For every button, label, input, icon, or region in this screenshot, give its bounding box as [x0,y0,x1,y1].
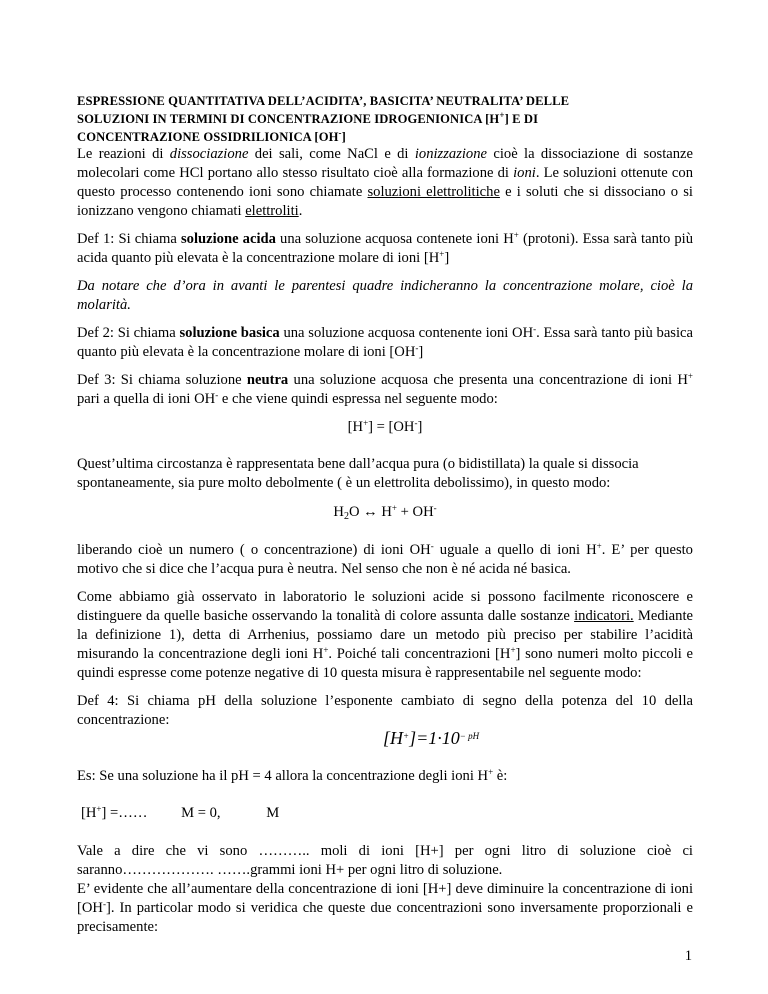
page-number: 1 [684,948,692,964]
document-title: ESPRESSIONE QUANTITATIVA DELL’ACIDITA’, BASICITA’ NEUTRALITA’ DELLE SOLUZIONI IN TERMINI DI CONCENTRAZIONE IDROGENIONICA [H+] E DI CONCENTRAZIONE OSSIDRILIONICA [OH-] [77,94,570,144]
definition-3: Def 3: Si chiama soluzione neutra una soluzione acquosa che presenta una concentrazione di ioni H+ pari a quella di ioni OH- e che viene quindi espressa nel seguente modo: [77,371,693,407]
water-dissociation-equation: $H_2O$ ↔ H+ + OH- [333,503,437,522]
definition-4: Def 4: Si chiama pH della soluzione l’esponente cambiato di segno della potenza del 10 della concentrazione: [77,693,693,728]
neutral-equation: [H+] = [OH-] [347,418,423,435]
indicators-paragraph: Come abbiamo già osservato in laboratorio le soluzioni acide si possono facilmente riconoscere e distinguere da quelle basiche osservando la tonalità di colore assunta dalle sostanze indicatori. Mediante la definizione 1), detta di Arrhenius, possiamo dare un metodo più preciso per stabilire l’acidità misurando la concentrazione degli ioni H+. Poiché tali concentrazioni [H+] sono numeri molto piccoli e quindi espresse come potenze negative di 10 questa misura è rappresentabile nel seguente modo: [77,589,693,681]
pure-water-paragraph: Quest’ultima circostanza è rappresentata bene dall’acqua pura (o bidistillata) la quale si dissocia spontaneamente, sia pure molto debolmente ( è un elettrolita debolissimo), in questo modo: [77,456,639,491]
definition-1: Def 1: Si chiama soluzione acida una soluzione acquosa contenete ioni H+ (protoni). Essa sarà tanto più acida quanto più elevata è la concentrazione molare di ioni [H+] [77,230,694,266]
intro-paragraph: Le reazioni di dissociazione dei sali, come NaCl e di ionizzazione cioè la dissociazione di sostanze molecolari come HCl portano allo stesso risultato cioè alla formazione di ioni. Le soluzioni ottenute con questo processo contenendo ioni sono chiamate soluzioni elettrolitiche e i soluti che si dissociano o si ionizzano vengono chiamati elettroliti. [77,146,693,219]
moles-paragraph: Vale a dire che vi sono ……….. moli di ioni [H+] per ogni litro di soluzione cioè ci saranno………………. …….grammi ioni H+ per ogni litro di soluzione. E’ evidente che all’aumentare della concentrazione di ioni [H+] deve diminuire la concentrazione di ioni [OH-]. In particolar modo si veridica che queste due concentrazioni sono inversamente proporzionali e precisamente: [77,843,693,935]
molarity-note: Da notare che d’ora in avanti le parentesi quadre indicheranno la concentrazione molare, cioè la molarità. [77,278,693,313]
definition-2: Def 2: Si chiama soluzione basica una soluzione acquosa contenente ioni OH-. Essa sarà tanto più basica quanto più elevata è la concentrazione molare di ioni [OH-] [77,324,693,360]
example-line: Es: Se una soluzione ha il pH = 4 allora la concentrazione degli ioni H+ è: [77,767,508,784]
fill-in-blank-line: [H+] =…… M = 0, M [81,804,280,821]
ph-formula: $[H^+]=1\cdot 10^{- pH}$ [383,728,480,748]
neutral-water-paragraph: liberando cioè un numero ( o concentrazione) di ioni OH- uguale a quello di ioni H+. E’ per questo motivo che si dice che l’acqua pura è neutra. Nel senso che non è né acida né basica. [77,541,693,577]
